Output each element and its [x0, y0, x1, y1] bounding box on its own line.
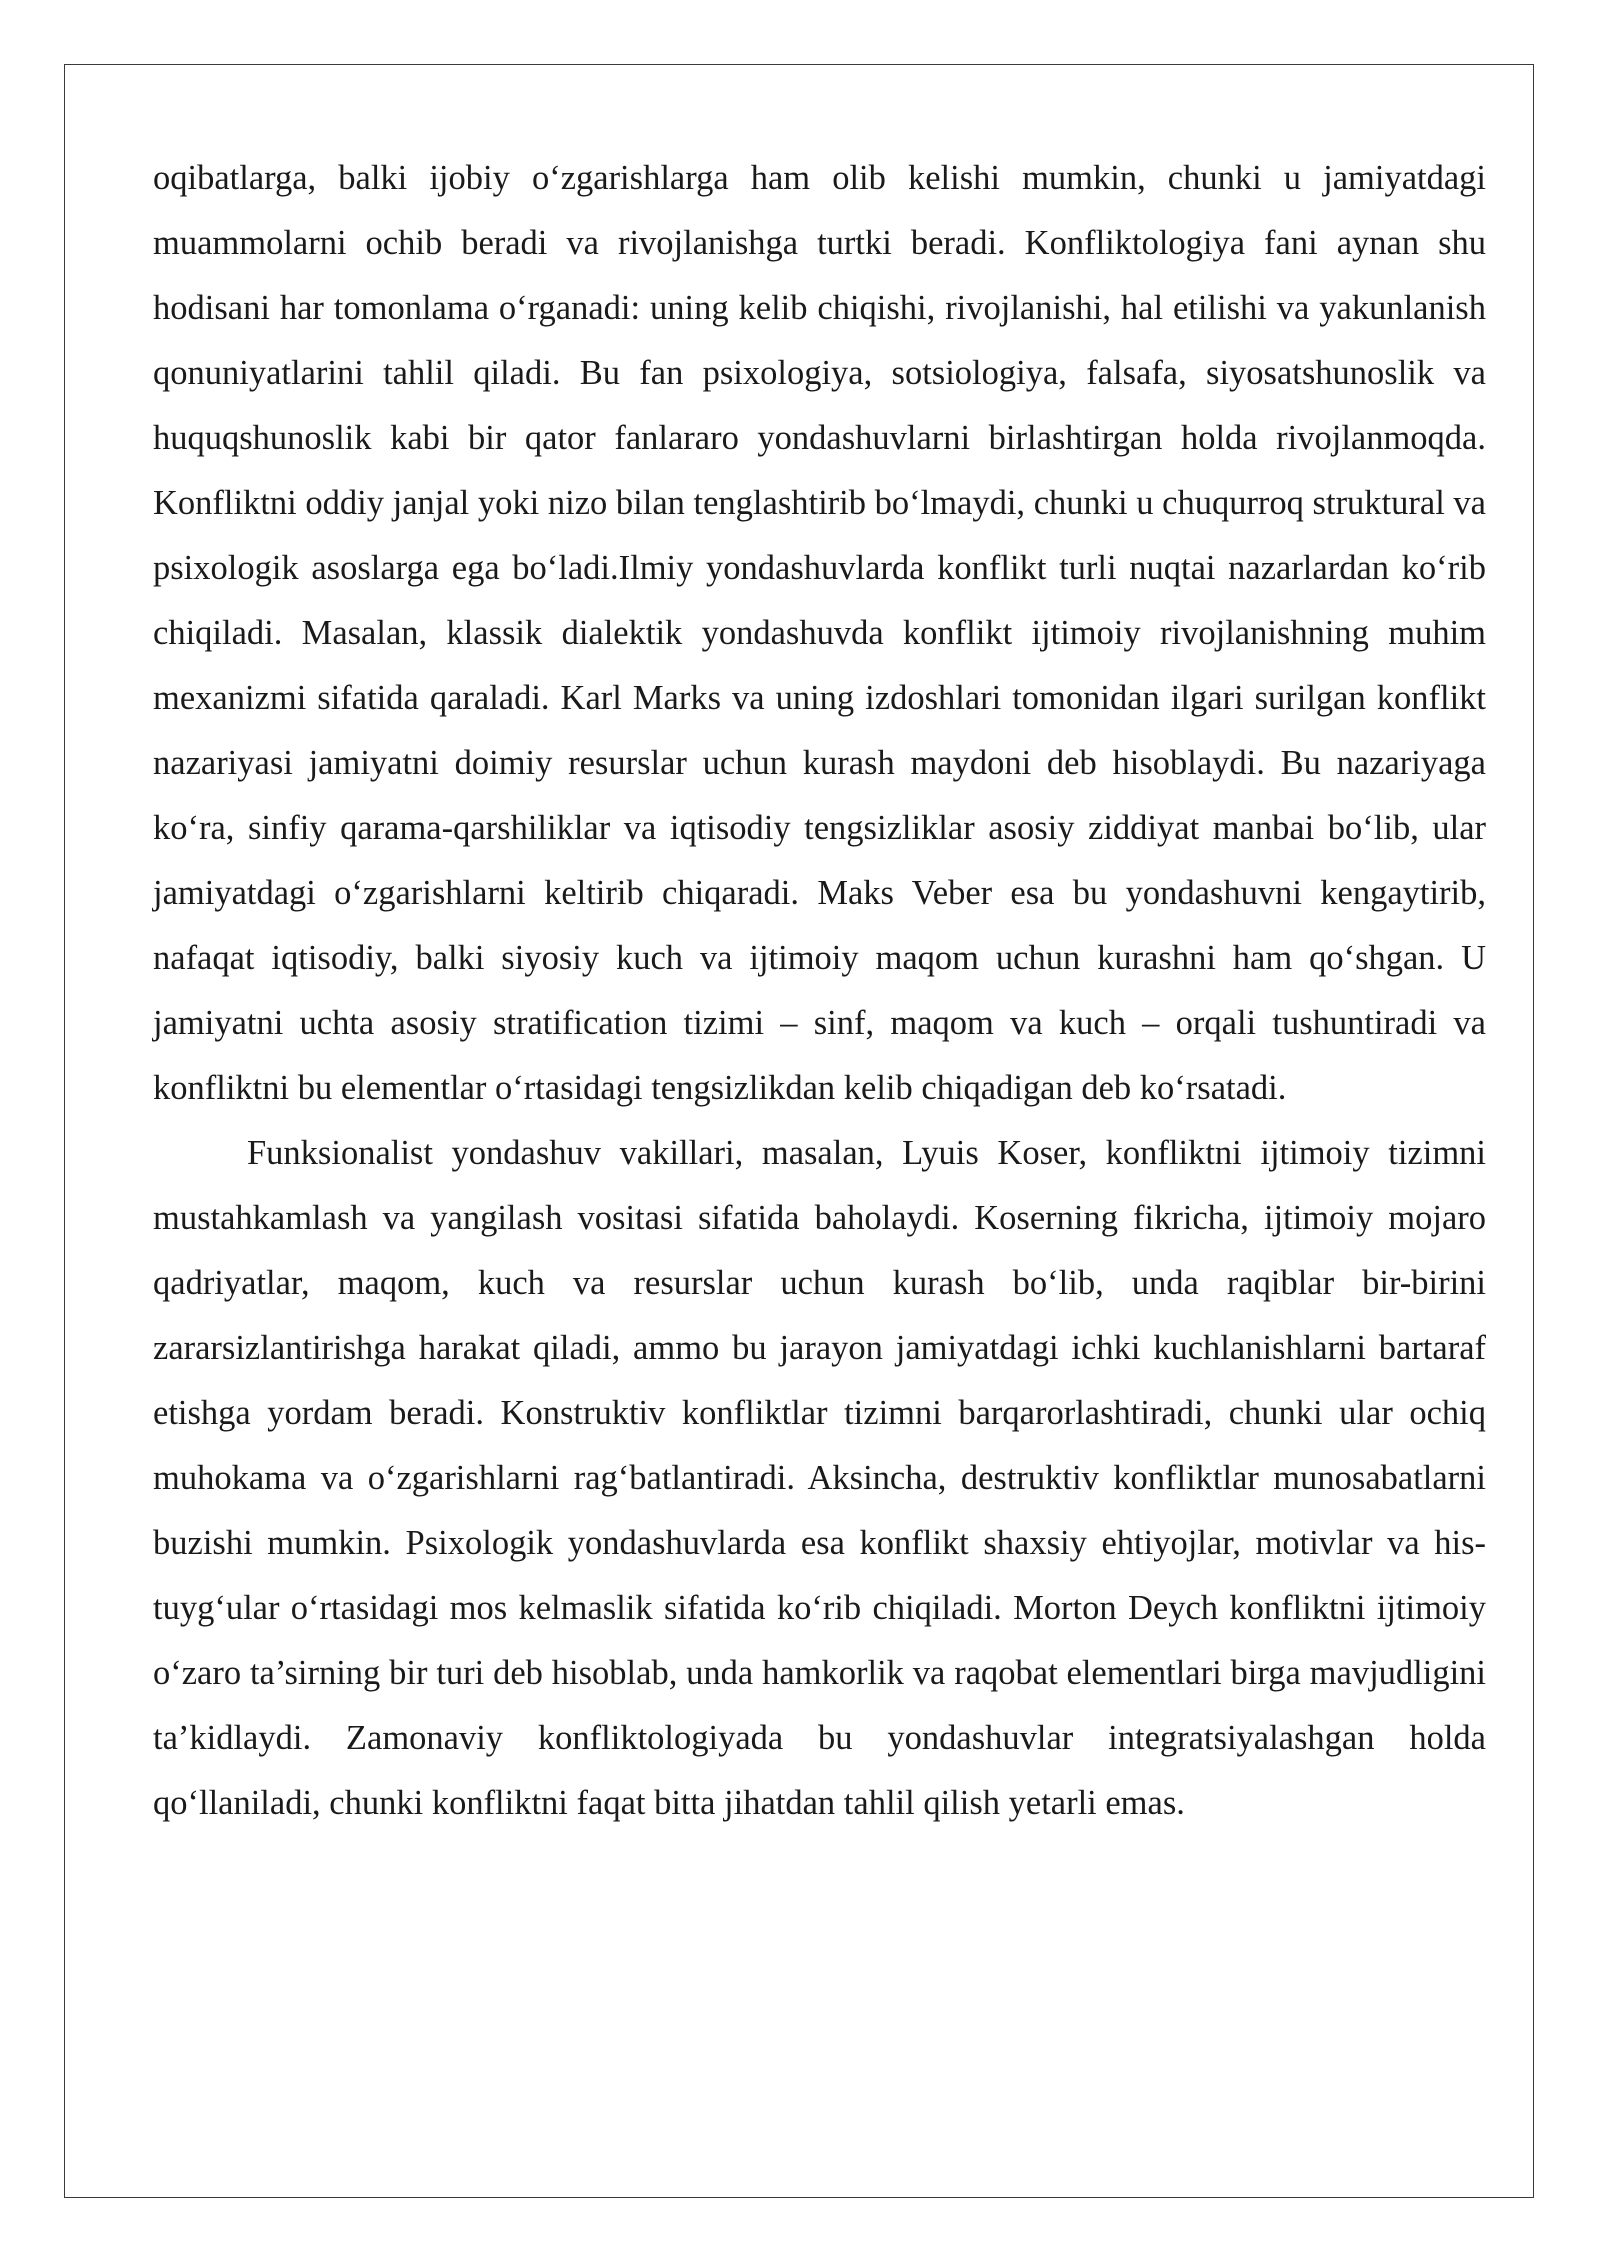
paragraph-1: oqibatlarga, balki ijobiy o‘zgarishlarga ham olib kelishi mumkin, chunki u jamiyatdagi muammolarni ochib beradi va rivojlanishga turtki beradi. Konfliktologiya fani aynan shu hodisani har tomonlama o‘rganadi: uning kelib chiqishi, rivojlanishi, hal etilishi va yakunlanish qonuniyatlarini tahlil qiladi. Bu fan psixologiya, sotsiologiya, falsafa, siyosatshunoslik va huquqshunoslik kabi bir qator fanlararo yondashuvlarni birlashtirgan holda rivojlanmoqda. Konfliktni oddiy janjal yoki nizo bilan tenglashtirib bo‘lmaydi, chunki u chuqurroq struktural va psixologik asoslarga ega bo‘ladi.Ilmiy yondashuvlarda konflikt turli nuqtai nazarlardan ko‘rib chiqiladi. Masalan, klassik dialektik yondashuvda konflikt ijtimoiy rivojlanishning muhim mexanizmi sifatida qaraladi. Karl Marks va uning izdoshlari tomonidan ilgari surilgan konflikt nazariyasi jamiyatni doimiy resurslar uchun kurash maydoni deb hisoblaydi. Bu nazariyaga ko‘ra, sinfiy qarama-qarshiliklar va iqtisodiy tengsizliklar asosiy ziddiyat manbai bo‘lib, ular jamiyatdagi o‘zgarishlarni keltirib chiqaradi. Maks Veber esa bu yondashuvni kengaytirib, nafaqat iqtisodiy, balki siyosiy kuch va ijtimoiy maqom uchun kurashni ham qo‘shgan. U jamiyatni uchta asosiy stratification tizimi – sinf, maqom va kuch – orqali tushuntiradi va konfliktni bu elementlar o‘rtasidagi tengsizlikdan kelib chiqadigan deb ko‘rsatadi.	[153, 159, 1486, 1107]
document-body	[153, 146, 1486, 1836]
paragraph-2: Funksionalist yondashuv vakillari, masalan, Lyuis Koser, konfliktni ijtimoiy tizimni mustahkamlash va yangilash vositasi sifatida baholaydi. Koserning fikricha, ijtimoiy mojaro qadriyatlar, maqom, kuch va resurslar uchun kurash bo‘lib, unda raqiblar bir-birini zararsizlantirishga harakat qiladi, ammo bu jarayon jamiyatdagi ichki kuchlanishlarni bartaraf etishga yordam beradi. Konstruktiv konfliktlar tizimni barqarorlashtiradi, chunki ular ochiq muhokama va o‘zgarishlarni rag‘batlantiradi. Aksincha, destruktiv konfliktlar munosabatlarni buzishi mumkin. Psixologik yondashuvlarda esa konflikt shaxsiy ehtiyojlar, motivlar va his-tuyg‘ular o‘rtasidagi mos kelmaslik sifatida ko‘rib chiqiladi. Morton Deych konfliktni ijtimoiy o‘zaro ta’sirning bir turi deb hisoblab, unda hamkorlik va raqobat elementlari birga mavjudligini ta’kidlaydi. Zamonaviy konfliktologiyada bu yondashuvlar integratsiyalashgan holda qo‘llaniladi, chunki konfliktni faqat bitta jihatdan tahlil qilish yetarli emas.	[153, 1134, 1486, 1822]
